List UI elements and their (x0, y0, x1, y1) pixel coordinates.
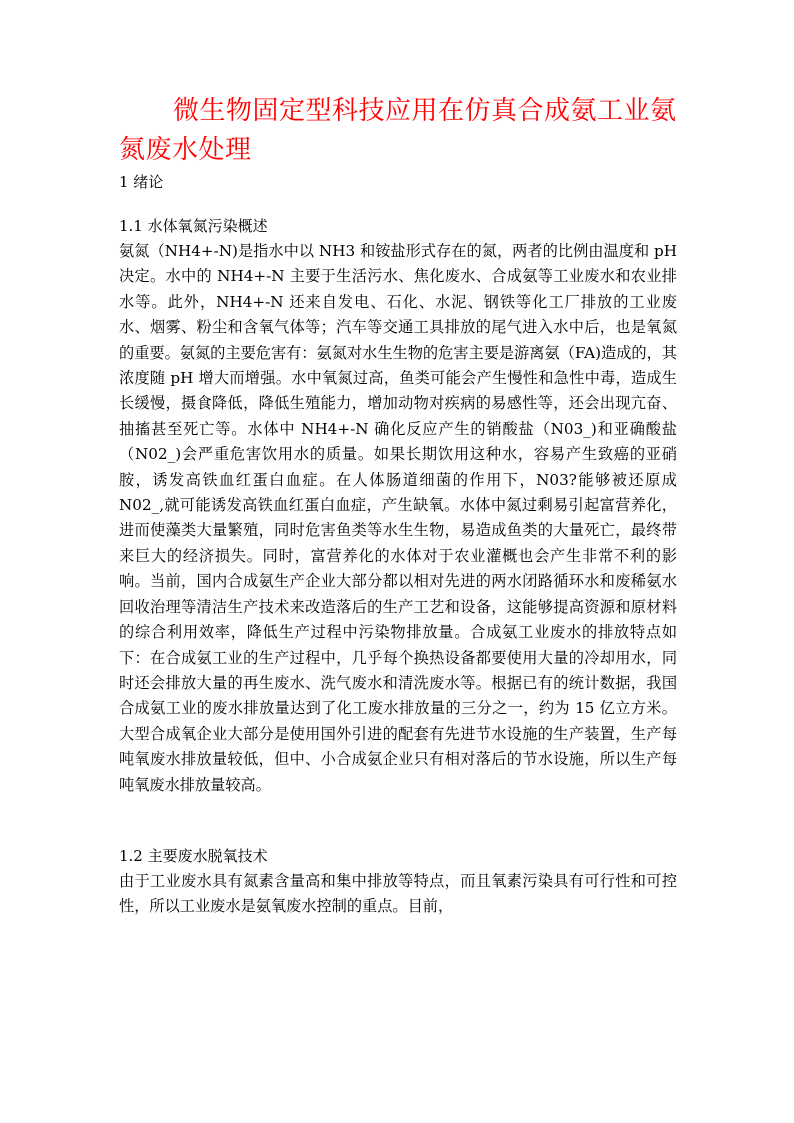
spacer (119, 195, 677, 214)
section-heading-1-1: 1.1 水体氧氮污染概述 (119, 217, 268, 235)
section-body-1-2: 由于工业废水具有氮素含量高和集中排放等特点，而且氧素污染具有可行性和可控性，所以工业废水是氨氧废水控制的重点。目前， (119, 871, 677, 916)
section-body-1-1: 氨氮（NH4+-N)是指水中以 NH3 和铵盐形式存在的氮，两者的比例由温度和 pH 决定。水中的 NH4+-N 主要于生活污水、焦化废水、合成氨等工业废水和农业排水等。此外，NH4+-N 还来自发电、石化、水泥、钢铁等化工厂排放的工业废水、烟雾、粉尘和含氧气体等；汽车等交通工具排放的尾气进入水中后，也是氧氮的重要。氨氮的主要危害有：氨氮对水生生物的危害主要是游离氨（FA)造成的，其浓度随 pH 增大而增强。水中氧氮过高，鱼类可能会产生慢性和急性中毒，造成生长缓慢，摄食降低，降低生殖能力，增加动物对疾病的易感性等，还会出现亢奋、抽搐甚至死亡等。水体中 NH4+-N 确化反应产生的销酸盐（N03_)和亚确酸盐（N02_)会严重危害饮用水的质量。如果长期饮用这种水，容易产生致癌的亚硝胺，诱发高铁血红蛋白血症。在人体肠道细菌的作用下，N03?能够被还原成 N02_,就可能诱发高铁血红蛋白血症，产生缺氧。水体中氮过剩易引起富营养化，进而使藻类大量繁殖，同时危害鱼类等水生生物，易造成鱼类的大量死亡，最终带来巨大的经济损失。同时，富营养化的水体对于农业灌概也会产生非常不利的影响。当前，国内合成氨生产企业大部分都以相对先进的两水闭路循环水和废稀氨水回收治理等清洁生产技术来改造落后的生产工艺和设备，这能够提高资源和原材料的综合利用效率，降低生产过程中污染物排放量。合成氨工业废水的排放特点如下：在合成氨工业的生产过程中，几乎每个换热设备都要使用大量的冷却用水，同时还会排放大量的再生废水、洗气废水和清洗废水等。根据已有的统计数据，我国合成氨工业的废水排放量达到了化工废水排放量的三分之一，约为 15 亿立方米。大型合成氧企业大部分是使用国外引进的配套有先进节水设施的生产装置，生产每吨氧废水排放量较低，但中、小合成氨企业只有相对落后的节水设施，所以生产每吨氧废水排放量较高。 (119, 242, 677, 794)
section-heading-1-2: 1.2 主要废水脱氧技术 (119, 846, 268, 865)
spacer (119, 798, 677, 844)
section-heading-introduction: 1 绪论 (119, 173, 164, 191)
document-title: 微生物固定型科技应用在仿真合成氨工业氨氮废水处理 (119, 96, 677, 165)
document-page (119, 92, 677, 920)
